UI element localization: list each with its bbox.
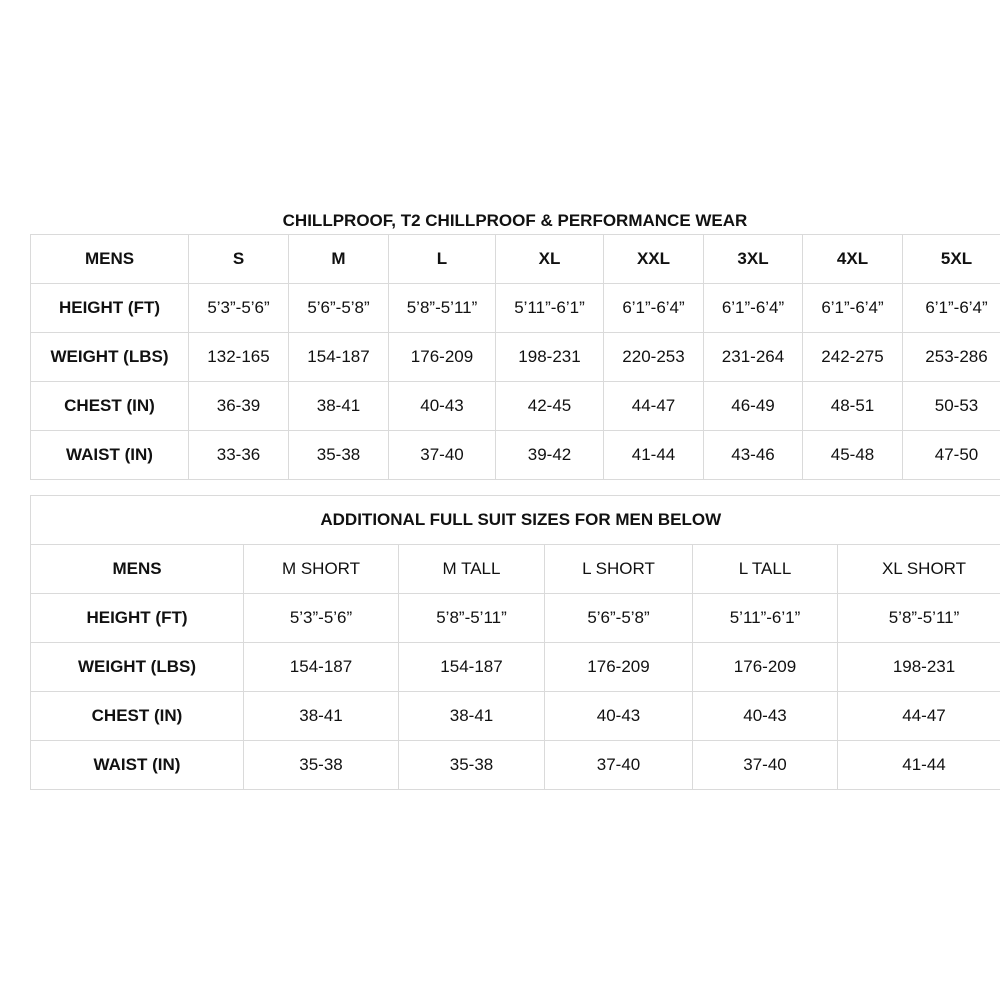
additional-table-cell: 40-43 [693, 692, 838, 741]
main-table-cell: 198-231 [496, 333, 604, 382]
main-table-row-label: WAIST (IN) [31, 431, 189, 480]
main-table-cell: 40-43 [389, 382, 496, 431]
additional-table-cell: 35-38 [399, 741, 545, 790]
main-table-size-header: 4XL [803, 235, 903, 284]
additional-table-cell: 37-40 [545, 741, 693, 790]
additional-size-table [30, 495, 1000, 790]
additional-table-cell: 35-38 [244, 741, 399, 790]
main-table-row-label: CHEST (IN) [31, 382, 189, 431]
additional-table-row-label: WAIST (IN) [31, 741, 244, 790]
additional-table-cell: 5’11”-6’1” [693, 594, 838, 643]
main-table-row-label: HEIGHT (FT) [31, 284, 189, 333]
main-table-row [31, 333, 1000, 382]
additional-table-cell: 154-187 [399, 643, 545, 692]
additional-table-row [31, 594, 1000, 643]
main-table-cell: 33-36 [189, 431, 289, 480]
additional-table-title: ADDITIONAL FULL SUIT SIZES FOR MEN BELOW [31, 496, 1000, 545]
main-table-title: CHILLPROOF, T2 CHILLPROOF & PERFORMANCE WEAR [282, 211, 748, 230]
main-table-cell: 253-286 [903, 333, 1000, 382]
main-table-cell: 6’1”-6’4” [704, 284, 803, 333]
main-table-cell: 6’1”-6’4” [604, 284, 704, 333]
main-table-cell: 5’3”-5’6” [189, 284, 289, 333]
additional-table-header-row [31, 545, 1000, 594]
main-table-size-header: 3XL [704, 235, 803, 284]
main-table-cell: 48-51 [803, 382, 903, 431]
additional-table-cell: 38-41 [399, 692, 545, 741]
additional-table-header-mens: MENS [31, 545, 244, 594]
additional-table-cell: 176-209 [545, 643, 693, 692]
main-table-cell: 5’11”-6’1” [496, 284, 604, 333]
additional-table-row [31, 692, 1000, 741]
additional-table-cell: 40-43 [545, 692, 693, 741]
additional-table-cell: 5’8”-5’11” [838, 594, 1000, 643]
main-table-cell: 38-41 [289, 382, 389, 431]
additional-table-cell: 44-47 [838, 692, 1000, 741]
main-table-size-header: XL [496, 235, 604, 284]
main-table-cell: 231-264 [704, 333, 803, 382]
main-table-cell: 5’6”-5’8” [289, 284, 389, 333]
additional-table-caption-row [31, 496, 1000, 545]
main-table-cell: 242-275 [803, 333, 903, 382]
main-table-cell: 36-39 [189, 382, 289, 431]
main-table-cell: 46-49 [704, 382, 803, 431]
main-table-header-mens: MENS [31, 235, 189, 284]
main-table-cell: 41-44 [604, 431, 704, 480]
main-table-size-header: S [189, 235, 289, 284]
main-table-cell: 37-40 [389, 431, 496, 480]
main-table-cell: 43-46 [704, 431, 803, 480]
additional-table-size-header: XL SHORT [838, 545, 1000, 594]
main-table-size-header: 5XL [903, 235, 1000, 284]
main-table-cell: 47-50 [903, 431, 1000, 480]
main-table-cell: 176-209 [389, 333, 496, 382]
main-table-size-header: L [389, 235, 496, 284]
additional-table-row [31, 643, 1000, 692]
main-table-size-header: M [289, 235, 389, 284]
additional-table-size-header: L SHORT [545, 545, 693, 594]
additional-table-cell: 176-209 [693, 643, 838, 692]
main-table-cell: 35-38 [289, 431, 389, 480]
main-table-cell: 5’8”-5’11” [389, 284, 496, 333]
main-table-cell: 6’1”-6’4” [803, 284, 903, 333]
main-table-header-row [31, 235, 1000, 284]
additional-table-cell: 38-41 [244, 692, 399, 741]
additional-table-cell: 5’8”-5’11” [399, 594, 545, 643]
main-table-cell: 39-42 [496, 431, 604, 480]
main-table-row [31, 284, 1000, 333]
main-table-cell: 6’1”-6’4” [903, 284, 1000, 333]
additional-table-size-header: M TALL [399, 545, 545, 594]
additional-table-cell: 41-44 [838, 741, 1000, 790]
additional-table-cell: 37-40 [693, 741, 838, 790]
main-table-cell: 45-48 [803, 431, 903, 480]
main-table-cell: 154-187 [289, 333, 389, 382]
main-table-size-header: XXL [604, 235, 704, 284]
main-table-row [31, 431, 1000, 480]
main-table-cell: 132-165 [189, 333, 289, 382]
additional-table-cell: 5’6”-5’8” [545, 594, 693, 643]
additional-table-cell: 154-187 [244, 643, 399, 692]
additional-table-size-header: M SHORT [244, 545, 399, 594]
additional-table-size-header: L TALL [693, 545, 838, 594]
additional-table-row [31, 741, 1000, 790]
main-table-row [31, 382, 1000, 431]
additional-table-row-label: CHEST (IN) [31, 692, 244, 741]
main-table-cell: 50-53 [903, 382, 1000, 431]
main-table-cell: 220-253 [604, 333, 704, 382]
main-size-table [30, 234, 1000, 480]
additional-table-row-label: WEIGHT (LBS) [31, 643, 244, 692]
main-table-row-label: WEIGHT (LBS) [31, 333, 189, 382]
additional-table-cell: 198-231 [838, 643, 1000, 692]
additional-table-row-label: HEIGHT (FT) [31, 594, 244, 643]
additional-table-cell: 5’3”-5’6” [244, 594, 399, 643]
main-table-cell: 44-47 [604, 382, 704, 431]
main-table-cell: 42-45 [496, 382, 604, 431]
